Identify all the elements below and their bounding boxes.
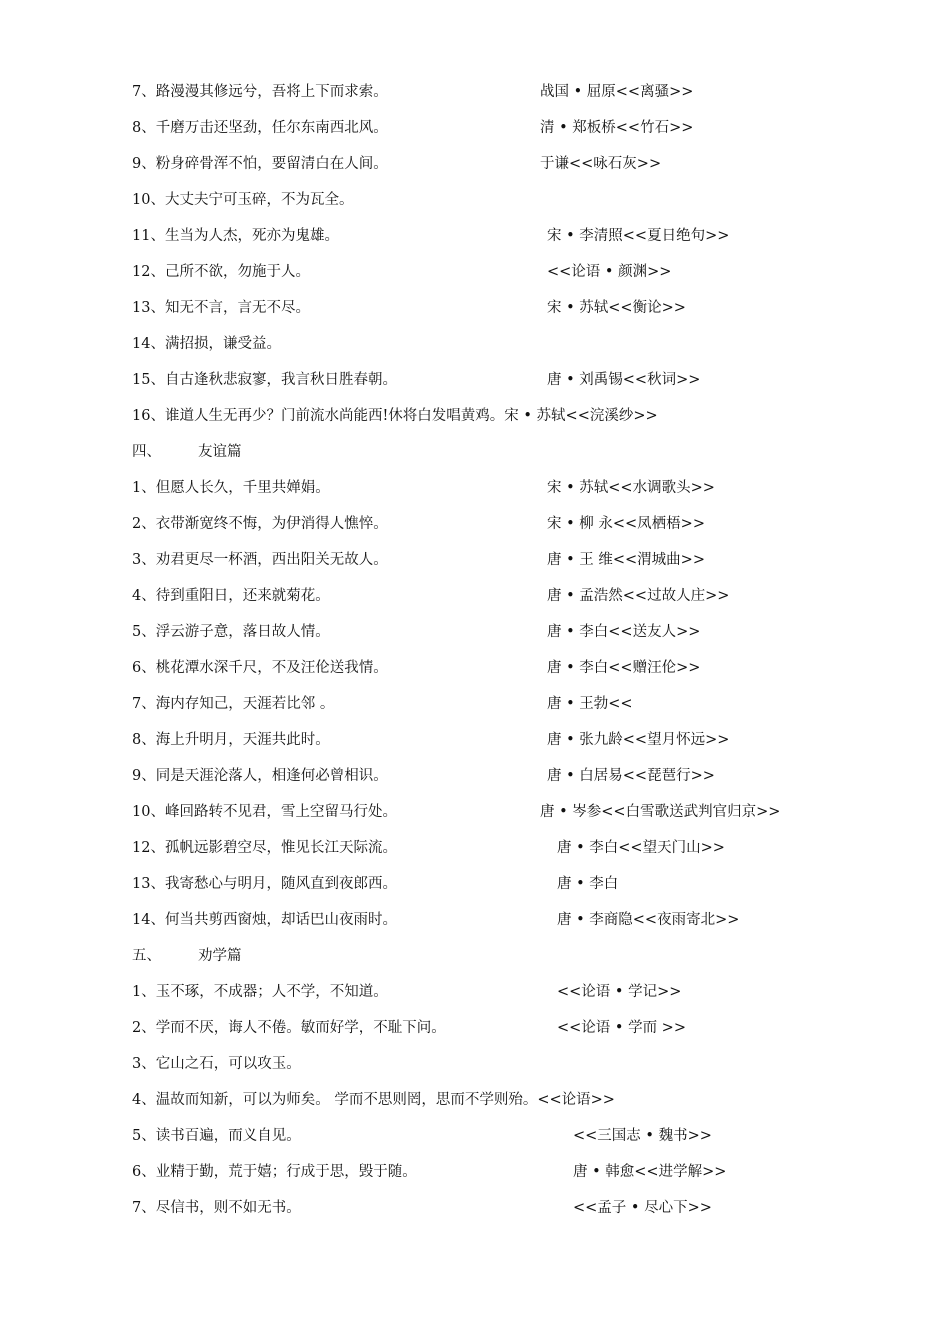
list-item (132, 653, 922, 683)
quote-text: 9、粉身碎骨浑不怕，要留清白在人间。 (132, 156, 388, 172)
quote-text: 3、劝君更尽一杯酒，西出阳关无故人。 (132, 552, 388, 568)
quote-source: 清 • 郑板桥<<竹石>> (540, 120, 694, 136)
quote-text: 10、峰回路转不见君，雪上空留马行处。 (132, 804, 397, 820)
quote-text: 3、它山之石，可以攻玉。 (132, 1056, 301, 1072)
quote-text: 7、路漫漫其修远兮，吾将上下而求索。 (132, 84, 388, 100)
list-item (132, 473, 922, 503)
quote-source: 宋 • 柳 永<<凤栖梧>> (547, 516, 705, 532)
quote-text: 7、海内存知己，天涯若比邻 。 (132, 696, 335, 712)
section-number: 五、 (132, 948, 161, 964)
list-item (132, 293, 922, 323)
section-title: 友谊篇 (198, 444, 242, 460)
list-item (132, 1193, 922, 1223)
quote-source: 唐 • 李商隐<<夜雨寄北>> (557, 912, 740, 928)
quote-source: 于谦<<咏石灰>> (540, 156, 662, 172)
list-item (132, 1121, 922, 1151)
quote-text: 7、尽信书，则不如无书。 (132, 1200, 301, 1216)
quote-text: 1、玉不琢，不成器；人不学，不知道。 (132, 984, 388, 1000)
list-item (132, 905, 922, 935)
list-item (132, 221, 922, 251)
list-item (132, 977, 922, 1007)
list-item (132, 113, 922, 143)
quote-text: 6、桃花潭水深千尺，不及汪伦送我情。 (132, 660, 388, 676)
quote-source: 唐 • 孟浩然<<过故人庄>> (547, 588, 730, 604)
quote-text: 8、海上升明月，天涯共此时。 (132, 732, 330, 748)
quote-text: 1、但愿人长久，千里共婵娟。 (132, 480, 330, 496)
list-item (132, 689, 922, 719)
quote-source: 唐 • 李白<<望天门山>> (557, 840, 725, 856)
quote-source: 唐 • 王勃<< (547, 696, 633, 712)
quote-text: 8、千磨万击还坚劲，任尔东南西北风。 (132, 120, 388, 136)
list-item (132, 545, 922, 575)
list-item (132, 1085, 922, 1115)
quote-source: 唐 • 王 维<<渭城曲>> (547, 552, 705, 568)
section-title: 劝学篇 (198, 948, 242, 964)
quote-source: 宋 • 苏轼<<水调歌头>> (547, 480, 715, 496)
list-item (132, 329, 922, 359)
quote-text: 14、何当共剪西窗烛，却话巴山夜雨时。 (132, 912, 397, 928)
list-item (132, 365, 922, 395)
quote-source: <<孟子 • 尽心下>> (573, 1200, 712, 1216)
quote-source: 宋 • 李清照<<夏日绝句>> (547, 228, 730, 244)
list-item (132, 1049, 922, 1079)
quote-source: 唐 • 刘禹锡<<秋词>> (547, 372, 701, 388)
section-heading (132, 941, 922, 971)
list-item (132, 869, 922, 899)
quote-text: 6、业精于勤，荒于嬉；行成于思，毁于随。 (132, 1164, 417, 1180)
list-item (132, 257, 922, 287)
list-item (132, 617, 922, 647)
list-item (132, 77, 922, 107)
quote-text: 5、浮云游子意，落日故人情。 (132, 624, 330, 640)
quote-text: 13、我寄愁心与明月，随风直到夜郎西。 (132, 876, 397, 892)
quote-source: 唐 • 张九龄<<望月怀远>> (547, 732, 730, 748)
list-item (132, 725, 922, 755)
list-item (132, 401, 922, 431)
quote-source: <<论语 • 学而 >> (557, 1020, 686, 1036)
quote-text: 10、大丈夫宁可玉碎，不为瓦全。 (132, 192, 354, 208)
quote-text: 14、满招损，谦受益。 (132, 336, 281, 352)
list-item (132, 185, 922, 215)
list-item (132, 833, 922, 863)
list-item (132, 509, 922, 539)
quote-text: 16、谁道人生无再少？门前流水尚能西!休将白发唱黄鸡。宋 • 苏轼<<浣溪纱>> (132, 408, 658, 424)
quote-source: 宋 • 苏轼<<衡论>> (547, 300, 686, 316)
quote-text: 2、衣带渐宽终不悔，为伊消得人憔悴。 (132, 516, 388, 532)
section-heading (132, 437, 922, 467)
list-item (132, 1013, 922, 1043)
quote-source: 唐 • 李白 (557, 876, 619, 892)
quote-text: 4、温故而知新，可以为师矣。 学而不思则罔，思而不学则殆。<<论语>> (132, 1092, 615, 1108)
quote-source: <<论语 • 学记>> (557, 984, 682, 1000)
list-item (132, 581, 922, 611)
quote-text: 4、待到重阳日，还来就菊花。 (132, 588, 330, 604)
quote-source: <<论语 • 颜渊>> (547, 264, 672, 280)
list-item (132, 761, 922, 791)
quote-source: 唐 • 白居易<<琵琶行>> (547, 768, 715, 784)
quote-source: 唐 • 韩愈<<进学解>> (573, 1164, 727, 1180)
list-item (132, 1157, 922, 1187)
quote-text: 11、生当为人杰，死亦为鬼雄。 (132, 228, 339, 244)
list-item (132, 797, 922, 827)
quote-text: 9、同是天涯沦落人，相逢何必曾相识。 (132, 768, 388, 784)
quote-text: 12、孤帆远影碧空尽，惟见长江天际流。 (132, 840, 397, 856)
quote-source: <<三国志 • 魏书>> (573, 1128, 712, 1144)
section-number: 四、 (132, 444, 161, 460)
quote-text: 12、己所不欲，勿施于人。 (132, 264, 310, 280)
quote-source: 唐 • 李白<<赠汪伦>> (547, 660, 701, 676)
quote-text: 15、自古逢秋悲寂寥，我言秋日胜春朝。 (132, 372, 397, 388)
quote-text: 13、知无不言，言无不尽。 (132, 300, 310, 316)
quote-source: 唐 • 岑参<<白雪歌送武判官归京>> (540, 804, 781, 820)
quote-source: 唐 • 李白<<送友人>> (547, 624, 701, 640)
quote-text: 5、读书百遍，而义自见。 (132, 1128, 301, 1144)
list-item (132, 149, 922, 179)
quote-source: 战国 • 屈原<<离骚>> (540, 84, 694, 100)
quote-text: 2、学而不厌，诲人不倦。敏而好学，不耻下问。 (132, 1020, 446, 1036)
